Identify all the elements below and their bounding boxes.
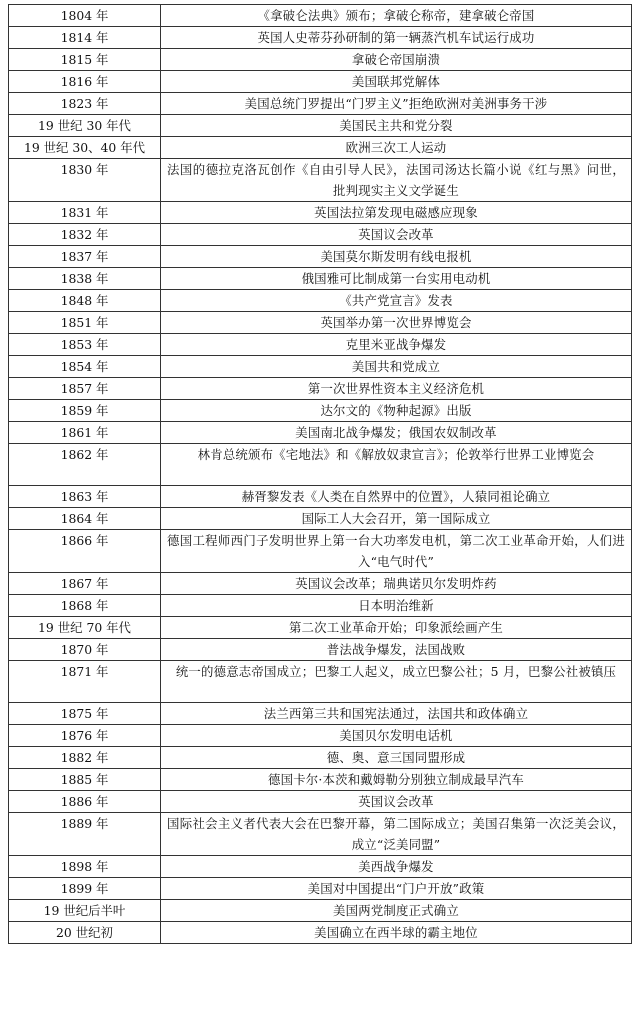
table-row (9, 639, 632, 661)
event-cell: 国际工人大会召开，第一国际成立 (161, 508, 632, 530)
table-row (9, 268, 632, 290)
event-cell: 赫胥黎发表《人类在自然界中的位置》，人猿同祖论确立 (161, 486, 632, 508)
year-cell: 1853 年 (9, 334, 161, 356)
event-cell: 达尔文的《物种起源》出版 (161, 400, 632, 422)
table-row (9, 878, 632, 900)
event-cell: 日本明治维新 (161, 595, 632, 617)
table-row (9, 159, 632, 202)
event-cell: 美国莫尔斯发明有线电报机 (161, 246, 632, 268)
event-cell: 德国工程师西门子发明世界上第一台大功率发电机，第二次工业革命开始，人们进入“电气时代” (161, 530, 632, 573)
event-cell: 英国议会改革 (161, 224, 632, 246)
year-cell: 1838 年 (9, 268, 161, 290)
event-cell: 德国卡尔·本茨和戴姆勒分别独立制成最早汽车 (161, 769, 632, 791)
table-row (9, 137, 632, 159)
event-cell: 美国确立在西半球的霸主地位 (161, 922, 632, 944)
event-cell: 美国两党制度正式确立 (161, 900, 632, 922)
year-cell: 1859 年 (9, 400, 161, 422)
timeline-body (9, 5, 632, 944)
event-cell: 美西战争爆发 (161, 856, 632, 878)
table-row (9, 290, 632, 312)
table-row (9, 202, 632, 224)
year-cell: 1871 年 (9, 661, 161, 703)
table-row (9, 93, 632, 115)
event-cell: 英国议会改革 (161, 791, 632, 813)
table-row (9, 71, 632, 93)
table-row (9, 769, 632, 791)
year-cell: 1875 年 (9, 703, 161, 725)
table-row (9, 900, 632, 922)
event-cell: 俄国雅可比制成第一台实用电动机 (161, 268, 632, 290)
year-cell: 1854 年 (9, 356, 161, 378)
history-timeline-table (8, 4, 632, 944)
event-cell: 统一的德意志帝国成立；巴黎工人起义，成立巴黎公社；5 月，巴黎公社被镇压 (161, 661, 632, 703)
year-cell: 1814 年 (9, 27, 161, 49)
event-cell: 英国议会改革；瑞典诺贝尔发明炸药 (161, 573, 632, 595)
year-cell: 1857 年 (9, 378, 161, 400)
table-row (9, 856, 632, 878)
year-cell: 1831 年 (9, 202, 161, 224)
year-cell: 1837 年 (9, 246, 161, 268)
event-cell: 拿破仑帝国崩溃 (161, 49, 632, 71)
event-cell: 美国对中国提出“门户开放”政策 (161, 878, 632, 900)
table-row (9, 444, 632, 486)
year-cell: 1816 年 (9, 71, 161, 93)
year-cell: 1889 年 (9, 813, 161, 856)
table-row (9, 246, 632, 268)
year-cell: 1870 年 (9, 639, 161, 661)
year-cell: 19 世纪 30、40 年代 (9, 137, 161, 159)
year-cell: 1885 年 (9, 769, 161, 791)
year-cell: 1882 年 (9, 747, 161, 769)
table-row (9, 725, 632, 747)
table-row (9, 922, 632, 944)
event-cell: 国际社会主义者代表大会在巴黎开幕，第二国际成立；美国召集第一次泛美会议，成立“泛美同盟” (161, 813, 632, 856)
event-cell: 《拿破仑法典》颁布；拿破仑称帝，建拿破仑帝国 (161, 5, 632, 27)
table-row (9, 356, 632, 378)
table-row (9, 703, 632, 725)
event-cell: 美国联邦党解体 (161, 71, 632, 93)
year-cell: 1863 年 (9, 486, 161, 508)
event-cell: 英国人史蒂芬孙研制的第一辆蒸汽机车试运行成功 (161, 27, 632, 49)
year-cell: 1851 年 (9, 312, 161, 334)
event-cell: 林肯总统颁布《宅地法》和《解放奴隶宣言》；伦敦举行世界工业博览会 (161, 444, 632, 486)
table-row (9, 747, 632, 769)
table-row (9, 530, 632, 573)
table-row (9, 595, 632, 617)
year-cell: 1876 年 (9, 725, 161, 747)
year-cell: 1868 年 (9, 595, 161, 617)
table-row (9, 661, 632, 703)
year-cell: 1804 年 (9, 5, 161, 27)
year-cell: 1898 年 (9, 856, 161, 878)
table-row (9, 115, 632, 137)
table-row (9, 486, 632, 508)
table-row (9, 378, 632, 400)
event-cell: 美国民主共和党分裂 (161, 115, 632, 137)
table-row (9, 5, 632, 27)
table-row (9, 400, 632, 422)
year-cell: 1861 年 (9, 422, 161, 444)
year-cell: 1886 年 (9, 791, 161, 813)
event-cell: 德、奥、意三国同盟形成 (161, 747, 632, 769)
table-row (9, 312, 632, 334)
event-cell: 英国法拉第发现电磁感应现象 (161, 202, 632, 224)
year-cell: 1832 年 (9, 224, 161, 246)
event-cell: 美国共和党成立 (161, 356, 632, 378)
table-row (9, 49, 632, 71)
event-cell: 法国的德拉克洛瓦创作《自由引导人民》，法国司汤达长篇小说《红与黑》问世，批判现实主义文学诞生 (161, 159, 632, 202)
table-row (9, 422, 632, 444)
table-row (9, 508, 632, 530)
event-cell: 欧洲三次工人运动 (161, 137, 632, 159)
table-row (9, 224, 632, 246)
year-cell: 1864 年 (9, 508, 161, 530)
year-cell: 1830 年 (9, 159, 161, 202)
year-cell: 1815 年 (9, 49, 161, 71)
event-cell: 第二次工业革命开始；印象派绘画产生 (161, 617, 632, 639)
table-row (9, 813, 632, 856)
table-row (9, 573, 632, 595)
event-cell: 美国贝尔发明电话机 (161, 725, 632, 747)
event-cell: 美国南北战争爆发；俄国农奴制改革 (161, 422, 632, 444)
event-cell: 法兰西第三共和国宪法通过，法国共和政体确立 (161, 703, 632, 725)
year-cell: 19 世纪 30 年代 (9, 115, 161, 137)
year-cell: 1862 年 (9, 444, 161, 486)
table-row (9, 791, 632, 813)
year-cell: 20 世纪初 (9, 922, 161, 944)
event-cell: 美国总统门罗提出“门罗主义”拒绝欧洲对美洲事务干涉 (161, 93, 632, 115)
year-cell: 19 世纪 70 年代 (9, 617, 161, 639)
year-cell: 1899 年 (9, 878, 161, 900)
table-row (9, 27, 632, 49)
event-cell: 英国举办第一次世界博览会 (161, 312, 632, 334)
event-cell: 普法战争爆发，法国战败 (161, 639, 632, 661)
table-row (9, 617, 632, 639)
year-cell: 1867 年 (9, 573, 161, 595)
event-cell: 克里米亚战争爆发 (161, 334, 632, 356)
table-row (9, 334, 632, 356)
event-cell: 第一次世界性资本主义经济危机 (161, 378, 632, 400)
year-cell: 1848 年 (9, 290, 161, 312)
year-cell: 19 世纪后半叶 (9, 900, 161, 922)
year-cell: 1866 年 (9, 530, 161, 573)
event-cell: 《共产党宣言》发表 (161, 290, 632, 312)
year-cell: 1823 年 (9, 93, 161, 115)
